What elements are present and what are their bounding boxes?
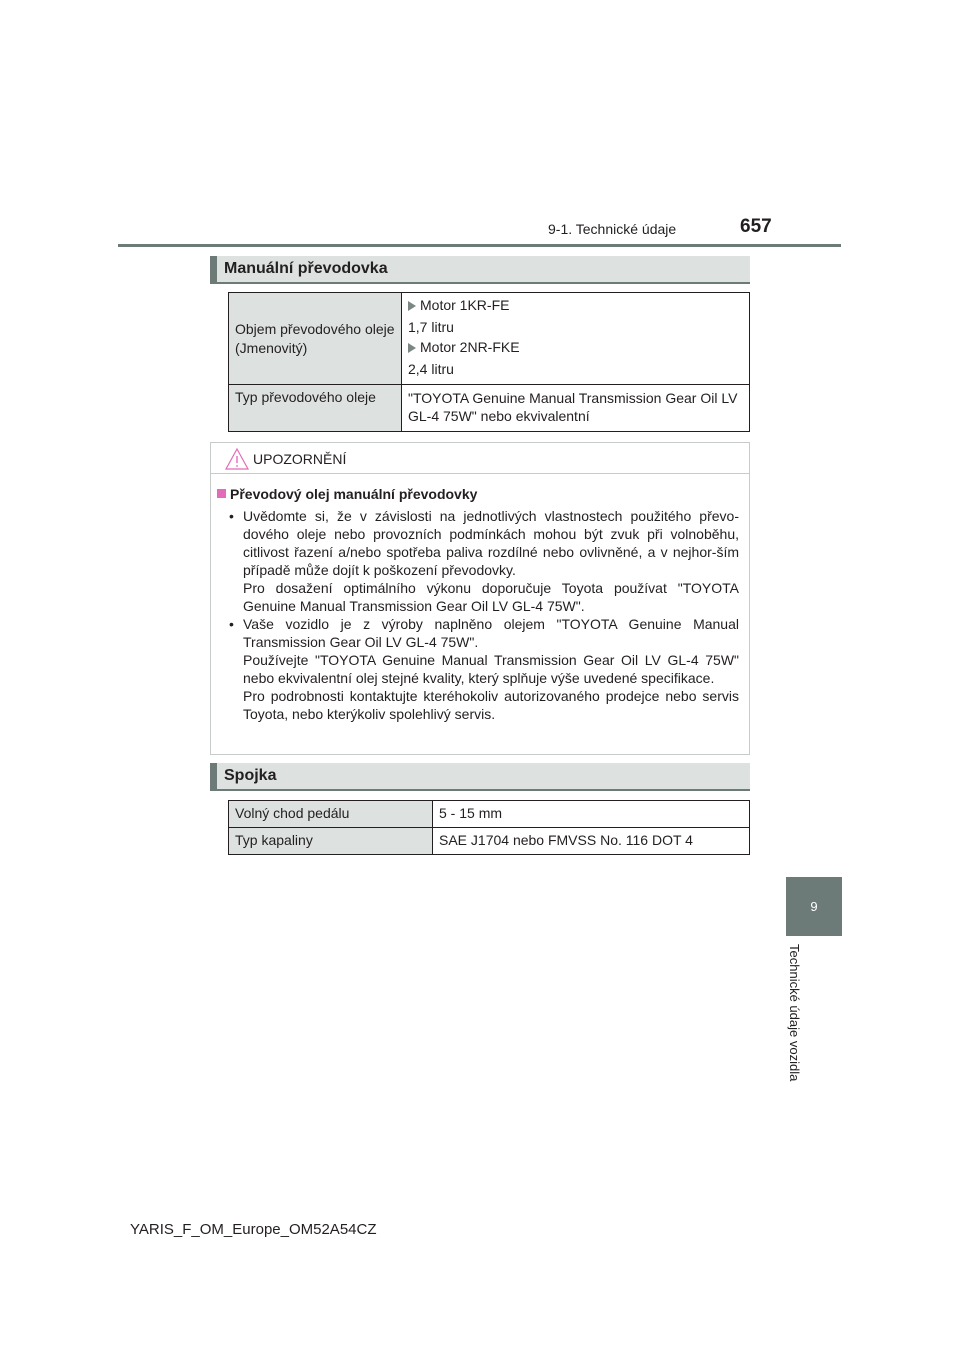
table-value-cell bbox=[433, 828, 750, 855]
fluid-type-label: Typ kapaliny bbox=[235, 832, 313, 848]
engine-item bbox=[408, 295, 743, 315]
list-item bbox=[227, 507, 739, 615]
caution-paragraph: Vaše vozidlo je z výroby naplněno olejem "TOYOTA Genuine Manual Transmission Gear Oil LV GL-4 75W". bbox=[243, 616, 739, 650]
page-number: 657 bbox=[740, 216, 772, 237]
caution-paragraph: Uvědomte si, že v závislosti na jednotlivých vlastnostech použitého převo-dového oleje nebo provozních podmínkách mohou být zvuk při volnoběhu, citlivost řazení a/nebo spotřeba paliva rozdílné nebo ovlivněné, a v nejhor-ším případě může dojít k poškození převodovky. bbox=[243, 508, 739, 578]
table-label-cell bbox=[229, 385, 402, 432]
triangle-bullet-icon bbox=[408, 301, 416, 311]
caution-box bbox=[210, 442, 750, 755]
clutch-table bbox=[228, 800, 750, 855]
table-row bbox=[229, 801, 750, 828]
table-row bbox=[229, 828, 750, 855]
capacity-1: 1,7 litru bbox=[408, 319, 454, 335]
heading-underline bbox=[210, 282, 750, 284]
header-section-title: 9-1. Technické údaje bbox=[548, 221, 677, 237]
heading-accent-bar bbox=[210, 763, 217, 791]
table-value-cell bbox=[402, 293, 750, 385]
engine-item bbox=[408, 337, 743, 357]
section-title: Spojka bbox=[224, 767, 277, 784]
oil-type-value: "TOYOTA Genuine Manual Transmission Gear Oil LV GL-4 75W" nebo ekvivalentní bbox=[408, 390, 738, 424]
caution-paragraph: Pro podrobnosti kontaktujte kteréhokoliv autorizovaného prodejce nebo servis Toyota, nebo kterýkoliv spolehlivý servis. bbox=[243, 688, 739, 722]
table-row bbox=[229, 293, 750, 385]
fluid-type-value: SAE J1704 nebo FMVSS No. 116 DOT 4 bbox=[439, 832, 693, 848]
caution-paragraph: Používejte "TOYOTA Genuine Manual Transmission Gear Oil LV GL-4 75W" nebo ekvivalentní olej stejné kvality, který splňuje výše uvedené specifikace. bbox=[243, 652, 739, 686]
caution-heading bbox=[217, 486, 477, 502]
document-code: YARIS_F_OM_Europe_OM52A54CZ bbox=[130, 1221, 377, 1238]
caution-title: UPOZORNĚNÍ bbox=[253, 451, 347, 467]
table-label-cell bbox=[229, 801, 433, 828]
heading-underline bbox=[210, 789, 750, 791]
chapter-tab bbox=[786, 877, 842, 936]
section-heading-clutch bbox=[210, 763, 750, 791]
bullet-dot-icon: • bbox=[229, 508, 234, 524]
heading-accent-bar bbox=[210, 256, 217, 284]
header-rule bbox=[118, 244, 841, 247]
engine-1-name: Motor 1KR-FE bbox=[420, 297, 510, 313]
oil-type-label: Typ převodového oleje bbox=[235, 389, 376, 405]
list-item bbox=[227, 615, 739, 723]
caution-heading-text: Převodový olej manuální převodovky bbox=[230, 486, 478, 502]
pedal-play-label: Volný chod pedálu bbox=[235, 805, 350, 821]
caution-body bbox=[227, 507, 739, 723]
section-heading-manual-transmission bbox=[210, 256, 750, 284]
section-title: Manuální převodovka bbox=[224, 260, 388, 277]
triangle-bullet-icon bbox=[408, 343, 416, 353]
engine-2-name: Motor 2NR-FKE bbox=[420, 339, 520, 355]
chapter-title: Technické údaje vozidla bbox=[787, 944, 802, 1082]
oil-capacity-label: Objem převodového oleje (Jmenovitý) bbox=[235, 320, 395, 356]
table-value-cell bbox=[433, 801, 750, 828]
caution-header bbox=[211, 443, 749, 474]
table-row bbox=[229, 385, 750, 432]
caution-paragraph: Pro dosažení optimálního výkonu doporučuje Toyota používat "TOYOTA Genuine Manual Transmission Gear Oil LV GL-4 75W". bbox=[243, 580, 739, 614]
manual-transmission-table bbox=[228, 292, 750, 432]
capacity-2: 2,4 litru bbox=[408, 361, 454, 377]
warning-triangle-icon bbox=[224, 447, 250, 471]
chapter-number: 9 bbox=[810, 899, 818, 914]
bullet-dot-icon: • bbox=[229, 616, 234, 632]
pedal-play-value: 5 - 15 mm bbox=[439, 805, 503, 821]
table-value-cell bbox=[402, 385, 750, 432]
table-label-cell bbox=[229, 293, 402, 385]
table-label-cell bbox=[229, 828, 433, 855]
square-bullet-icon bbox=[217, 489, 226, 498]
